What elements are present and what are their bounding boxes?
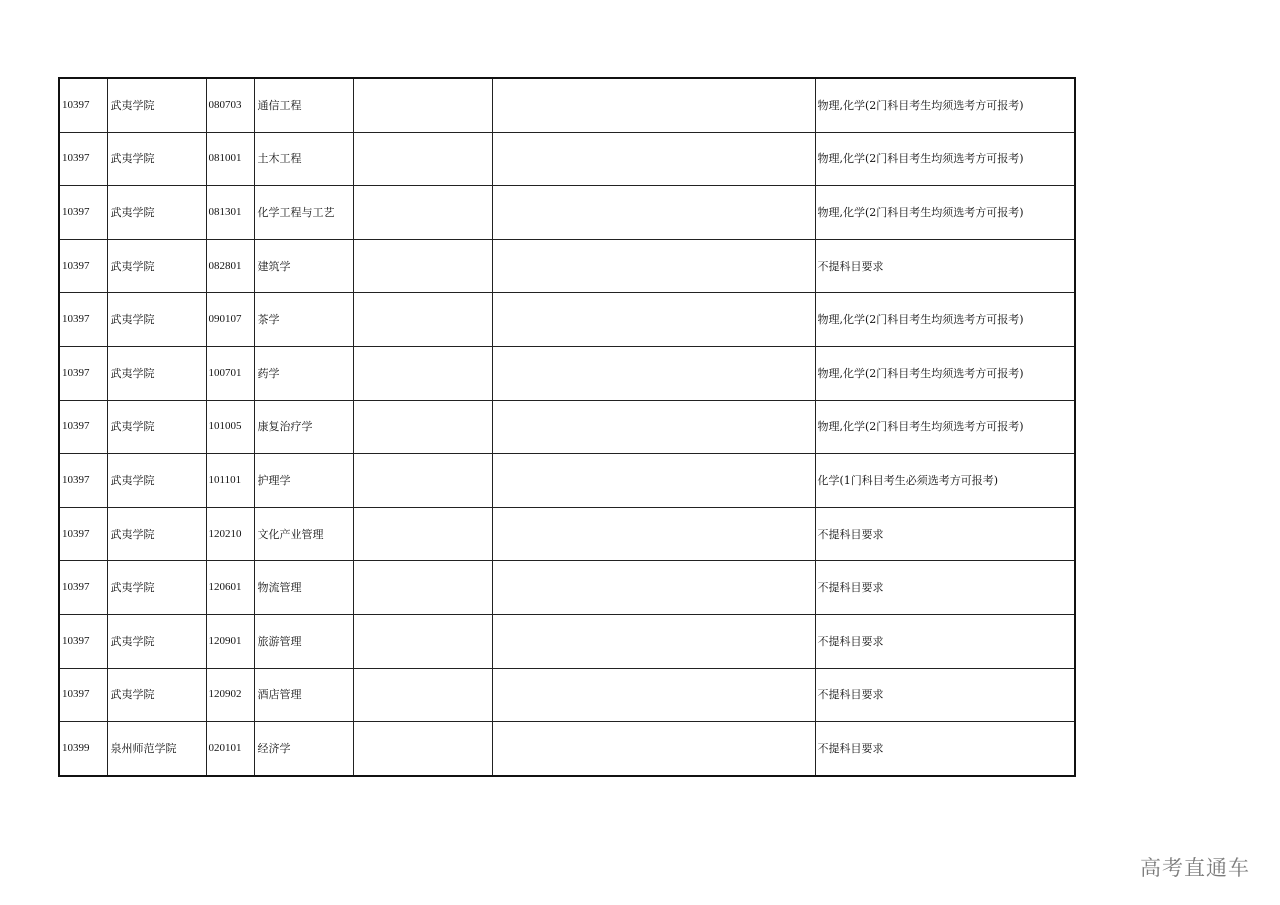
school-name-cell: 武夷学院 bbox=[107, 346, 206, 400]
major-name-cell: 经济学 bbox=[254, 722, 353, 776]
empty-cell bbox=[492, 239, 815, 293]
empty-cell bbox=[353, 454, 492, 508]
school-name-cell: 武夷学院 bbox=[107, 561, 206, 615]
school-code-cell: 10397 bbox=[59, 561, 107, 615]
school-name-cell: 武夷学院 bbox=[107, 239, 206, 293]
empty-cell bbox=[492, 132, 815, 186]
major-name-cell: 土木工程 bbox=[254, 132, 353, 186]
major-code-cell: 120902 bbox=[206, 668, 254, 722]
school-code-cell: 10397 bbox=[59, 78, 107, 132]
subject-requirement-cell: 物理,化学(2门科目考生均须选考方可报考) bbox=[815, 400, 1075, 454]
major-code-cell: 082801 bbox=[206, 239, 254, 293]
major-name-cell: 护理学 bbox=[254, 454, 353, 508]
empty-cell bbox=[353, 507, 492, 561]
school-code-cell: 10397 bbox=[59, 614, 107, 668]
school-code-cell: 10397 bbox=[59, 239, 107, 293]
school-code-cell: 10397 bbox=[59, 186, 107, 240]
empty-cell bbox=[492, 400, 815, 454]
empty-cell bbox=[353, 346, 492, 400]
empty-cell bbox=[492, 186, 815, 240]
empty-cell bbox=[492, 293, 815, 347]
major-code-cell: 101005 bbox=[206, 400, 254, 454]
major-name-cell: 通信工程 bbox=[254, 78, 353, 132]
school-name-cell: 武夷学院 bbox=[107, 78, 206, 132]
school-code-cell: 10397 bbox=[59, 346, 107, 400]
major-name-cell: 物流管理 bbox=[254, 561, 353, 615]
empty-cell bbox=[353, 614, 492, 668]
subject-requirement-cell: 化学(1门科目考生必须选考方可报考) bbox=[815, 454, 1075, 508]
school-name-cell: 武夷学院 bbox=[107, 293, 206, 347]
subject-requirement-cell: 物理,化学(2门科目考生均须选考方可报考) bbox=[815, 293, 1075, 347]
school-code-cell: 10397 bbox=[59, 668, 107, 722]
table-body bbox=[59, 78, 1075, 776]
major-code-cell: 100701 bbox=[206, 346, 254, 400]
table-row bbox=[59, 668, 1075, 722]
major-code-cell: 120601 bbox=[206, 561, 254, 615]
major-name-cell: 化学工程与工艺 bbox=[254, 186, 353, 240]
empty-cell bbox=[353, 722, 492, 776]
table-row bbox=[59, 400, 1075, 454]
school-code-cell: 10397 bbox=[59, 507, 107, 561]
school-code-cell: 10397 bbox=[59, 132, 107, 186]
table-row bbox=[59, 78, 1075, 132]
empty-cell bbox=[492, 507, 815, 561]
school-name-cell: 泉州师范学院 bbox=[107, 722, 206, 776]
table-row bbox=[59, 239, 1075, 293]
major-code-cell: 081301 bbox=[206, 186, 254, 240]
school-name-cell: 武夷学院 bbox=[107, 668, 206, 722]
school-name-cell: 武夷学院 bbox=[107, 186, 206, 240]
major-name-cell: 酒店管理 bbox=[254, 668, 353, 722]
table-row bbox=[59, 561, 1075, 615]
subject-requirement-cell: 不提科目要求 bbox=[815, 668, 1075, 722]
major-code-cell: 120210 bbox=[206, 507, 254, 561]
empty-cell bbox=[492, 668, 815, 722]
empty-cell bbox=[353, 78, 492, 132]
major-code-cell: 090107 bbox=[206, 293, 254, 347]
school-name-cell: 武夷学院 bbox=[107, 132, 206, 186]
empty-cell bbox=[353, 132, 492, 186]
major-code-cell: 080703 bbox=[206, 78, 254, 132]
subject-requirement-table bbox=[58, 77, 1076, 777]
empty-cell bbox=[353, 668, 492, 722]
school-name-cell: 武夷学院 bbox=[107, 614, 206, 668]
school-code-cell: 10399 bbox=[59, 722, 107, 776]
subject-requirement-cell: 不提科目要求 bbox=[815, 614, 1075, 668]
major-name-cell: 文化产业管理 bbox=[254, 507, 353, 561]
empty-cell bbox=[353, 239, 492, 293]
empty-cell bbox=[492, 78, 815, 132]
major-name-cell: 旅游管理 bbox=[254, 614, 353, 668]
table-row bbox=[59, 722, 1075, 776]
subject-requirement-cell: 物理,化学(2门科目考生均须选考方可报考) bbox=[815, 132, 1075, 186]
subject-requirement-cell: 不提科目要求 bbox=[815, 561, 1075, 615]
subject-requirement-cell: 不提科目要求 bbox=[815, 507, 1075, 561]
school-code-cell: 10397 bbox=[59, 454, 107, 508]
empty-cell bbox=[492, 454, 815, 508]
empty-cell bbox=[353, 293, 492, 347]
major-name-cell: 茶学 bbox=[254, 293, 353, 347]
empty-cell bbox=[353, 400, 492, 454]
subject-requirement-cell: 物理,化学(2门科目考生均须选考方可报考) bbox=[815, 346, 1075, 400]
table-row bbox=[59, 186, 1075, 240]
watermark-text: 高考直通车 bbox=[1140, 856, 1250, 880]
major-code-cell: 020101 bbox=[206, 722, 254, 776]
empty-cell bbox=[492, 346, 815, 400]
empty-cell bbox=[492, 722, 815, 776]
major-name-cell: 康复治疗学 bbox=[254, 400, 353, 454]
subject-requirement-cell: 物理,化学(2门科目考生均须选考方可报考) bbox=[815, 186, 1075, 240]
table-row bbox=[59, 293, 1075, 347]
subject-requirement-cell: 不提科目要求 bbox=[815, 722, 1075, 776]
empty-cell bbox=[492, 614, 815, 668]
school-name-cell: 武夷学院 bbox=[107, 400, 206, 454]
empty-cell bbox=[353, 561, 492, 615]
school-code-cell: 10397 bbox=[59, 400, 107, 454]
major-code-cell: 081001 bbox=[206, 132, 254, 186]
table-row bbox=[59, 507, 1075, 561]
school-name-cell: 武夷学院 bbox=[107, 454, 206, 508]
major-name-cell: 药学 bbox=[254, 346, 353, 400]
table-row bbox=[59, 132, 1075, 186]
empty-cell bbox=[353, 186, 492, 240]
table-row bbox=[59, 614, 1075, 668]
subject-requirement-cell: 物理,化学(2门科目考生均须选考方可报考) bbox=[815, 78, 1075, 132]
empty-cell bbox=[492, 561, 815, 615]
school-name-cell: 武夷学院 bbox=[107, 507, 206, 561]
subject-requirement-cell: 不提科目要求 bbox=[815, 239, 1075, 293]
table-row bbox=[59, 454, 1075, 508]
table-row bbox=[59, 346, 1075, 400]
school-code-cell: 10397 bbox=[59, 293, 107, 347]
major-name-cell: 建筑学 bbox=[254, 239, 353, 293]
major-code-cell: 101101 bbox=[206, 454, 254, 508]
major-code-cell: 120901 bbox=[206, 614, 254, 668]
